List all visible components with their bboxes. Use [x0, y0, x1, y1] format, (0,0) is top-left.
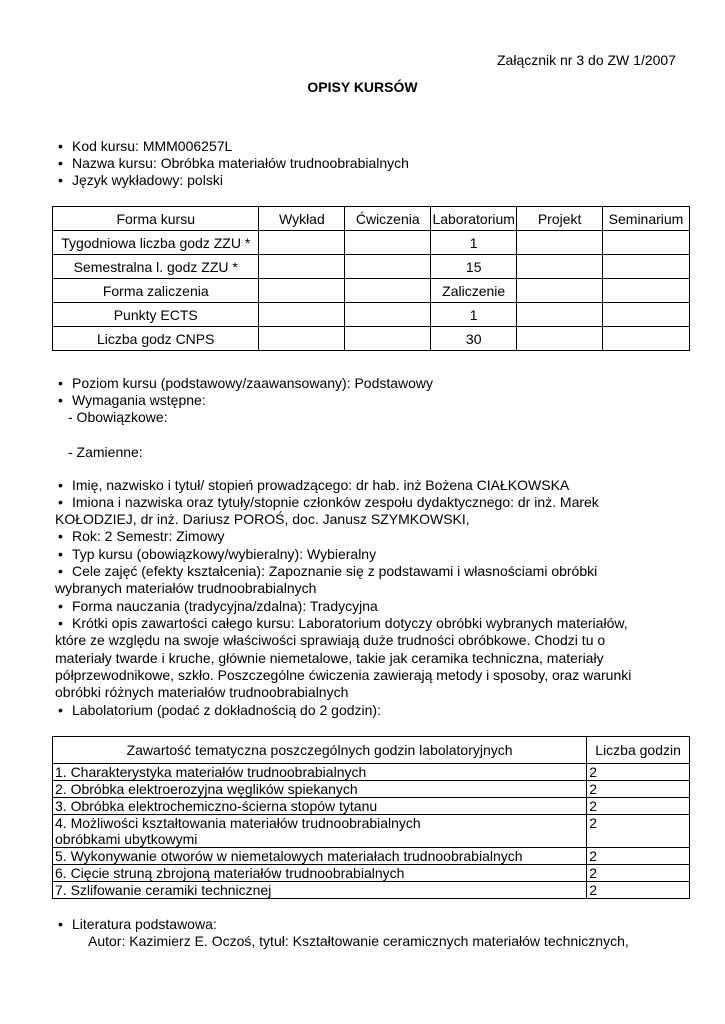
table-row [53, 848, 690, 865]
table-row [53, 303, 690, 327]
laboratory-label: • Labolatorium (podać z dokładnością do 2 godzin): [72, 702, 381, 719]
table-cell [517, 303, 603, 327]
page-title: OPISY KURSÓW [307, 79, 418, 95]
table-cell [517, 231, 603, 255]
course-description-cont: obróbki różnych materiałów trudnoobrabialnych [55, 684, 349, 700]
table-row [53, 781, 690, 798]
table-header-cell: Projekt [517, 207, 603, 231]
table-cell: 1. Charakterystyka materiałów trudnoobrabialnych [53, 764, 587, 781]
table-row [53, 327, 690, 351]
course-type: • Typ kursu (obowiązkowy/wybieralny): Wybieralny [72, 546, 376, 563]
course-language: • Język wykładowy: polski [72, 172, 223, 189]
table-cell: 4. Możliwości kształtowania materiałów trudnoobrabialnych obróbkami ubytkowymi [53, 815, 587, 848]
table-cell [517, 255, 603, 279]
table-cell [345, 231, 431, 255]
table-cell: 2 [587, 781, 690, 798]
table-cell [603, 279, 690, 303]
table-cell: 5. Wykonywanie otworów w niemetalowych materiałach trudnoobrabialnych [53, 848, 587, 865]
table-cell [345, 303, 431, 327]
table-cell: 2 [587, 882, 690, 899]
prerequisites-label: • Wymagania wstępne: [72, 392, 206, 409]
course-goals-cont: wybranych materiałów trudnoobrabialnych [55, 580, 317, 596]
table-header-cell: Seminarium [603, 207, 690, 231]
teaching-form: • Forma nauczania (tradycyjna/zdalna): Tradycyjna [72, 598, 378, 615]
table-header-cell: Zawartość tematyczna poszczególnych godzin labolatoryjnych [53, 737, 587, 764]
mandatory-prereq: - Obowiązkowe: [68, 409, 168, 425]
course-description-cont: półprzewodnikowe, szkło. Poszczególne ćwiczenia zawierają metody i sposoby, oraz warunki [55, 667, 632, 683]
table-cell: 2. Obróbka elektroerozyjna węglików spiekanych [53, 781, 587, 798]
table-cell: Forma zaliczenia [53, 279, 259, 303]
table-cell: Zaliczenie [431, 279, 517, 303]
lecturer: • Imię, nazwisko i tytuł/ stopień prowadzącego: dr hab. inż Bożena CIAŁKOWSKA [72, 477, 569, 494]
table-cell [259, 327, 345, 351]
table-cell: 1 [431, 303, 517, 327]
course-code: • Kod kursu: MMM006257L [72, 138, 232, 155]
table-cell [603, 303, 690, 327]
table-cell [345, 327, 431, 351]
table-header-row [53, 207, 690, 231]
table-cell: Tygodniowa liczba godz ZZU * [53, 231, 259, 255]
table-cell: 2 [587, 764, 690, 781]
table-row [53, 231, 690, 255]
table-cell [345, 255, 431, 279]
team-members: • Imiona i nazwiska oraz tytuły/stopnie członków zespołu dydaktycznego: dr inż. Marek [72, 494, 599, 511]
table-cell: 7. Szlifowanie ceramiki technicznej [53, 882, 587, 899]
table-header-row [53, 737, 690, 764]
table-row [53, 882, 690, 899]
course-name: • Nazwa kursu: Obróbka materiałów trudnoobrabialnych [72, 155, 409, 172]
table-cell [517, 327, 603, 351]
annex-label: Załącznik nr 3 do ZW 1/2007 [497, 52, 676, 68]
table-cell [345, 279, 431, 303]
table-cell [259, 279, 345, 303]
table-cell: 6. Cięcie struną zbrojoną materiałów trudnoobrabialnych [53, 865, 587, 882]
table-row [53, 279, 690, 303]
literature-label: • Literatura podstawowa: [72, 916, 217, 933]
table-cell: 2 [587, 815, 690, 848]
table-cell [517, 279, 603, 303]
table-cell: 2 [587, 798, 690, 815]
course-level: • Poziom kursu (podstawowy/zaawansowany): Podstawowy [72, 375, 433, 392]
course-description-cont: które ze względu na swoje właściwości sprawiają duże trudności obróbkowe. Chodzi tu o [55, 632, 606, 648]
table-cell [603, 327, 690, 351]
table-cell: 2 [587, 865, 690, 882]
table-cell: 1 [431, 231, 517, 255]
course-form-table [52, 206, 690, 351]
course-goals: • Cele zajęć (efekty kształcenia): Zapoznanie się z podstawami i własnościami obróbki [72, 563, 597, 580]
course-description-cont: materiały twarde i kruche, głównie niemetalowe, takie jak ceramika techniczna, materiały [55, 650, 604, 666]
literature-item: Autor: Kazimierz E. Oczoś, tytuł: Kształtowanie ceramicznych materiałów technicznych, [88, 933, 629, 949]
year-semester: • Rok: 2 Semestr: Zimowy [72, 528, 224, 545]
table-header-cell: Liczba godzin [587, 737, 690, 764]
table-cell [259, 303, 345, 327]
table-header-cell: Forma kursu [53, 207, 259, 231]
table-row [53, 865, 690, 882]
table-cell: 30 [431, 327, 517, 351]
table-row [53, 798, 690, 815]
table-row [53, 255, 690, 279]
team-members-cont: KOŁODZIEJ, dr inż. Dariusz POROŚ, doc. Janusz SZYMKOWSKI, [55, 511, 470, 527]
lab-topics-table [52, 736, 690, 899]
table-cell [603, 255, 690, 279]
table-row [53, 815, 690, 848]
table-cell [259, 231, 345, 255]
table-cell: 3. Obróbka elektrochemiczno-ścierna stopów tytanu [53, 798, 587, 815]
table-header-cell: Laboratorium [431, 207, 517, 231]
course-description: • Krótki opis zawartości całego kursu: Laboratorium dotyczy obróbki wybranych materiałów, [72, 615, 628, 632]
table-cell [259, 255, 345, 279]
table-cell [603, 231, 690, 255]
table-header-cell: Ćwiczenia [345, 207, 431, 231]
table-header-cell: Wykład [259, 207, 345, 231]
table-cell: Punkty ECTS [53, 303, 259, 327]
table-row [53, 764, 690, 781]
table-cell: 2 [587, 848, 690, 865]
table-cell: 15 [431, 255, 517, 279]
alternative-prereq: - Zamienne: [68, 444, 143, 460]
table-cell: Semestralna l. godz ZZU * [53, 255, 259, 279]
table-cell: Liczba godz CNPS [53, 327, 259, 351]
